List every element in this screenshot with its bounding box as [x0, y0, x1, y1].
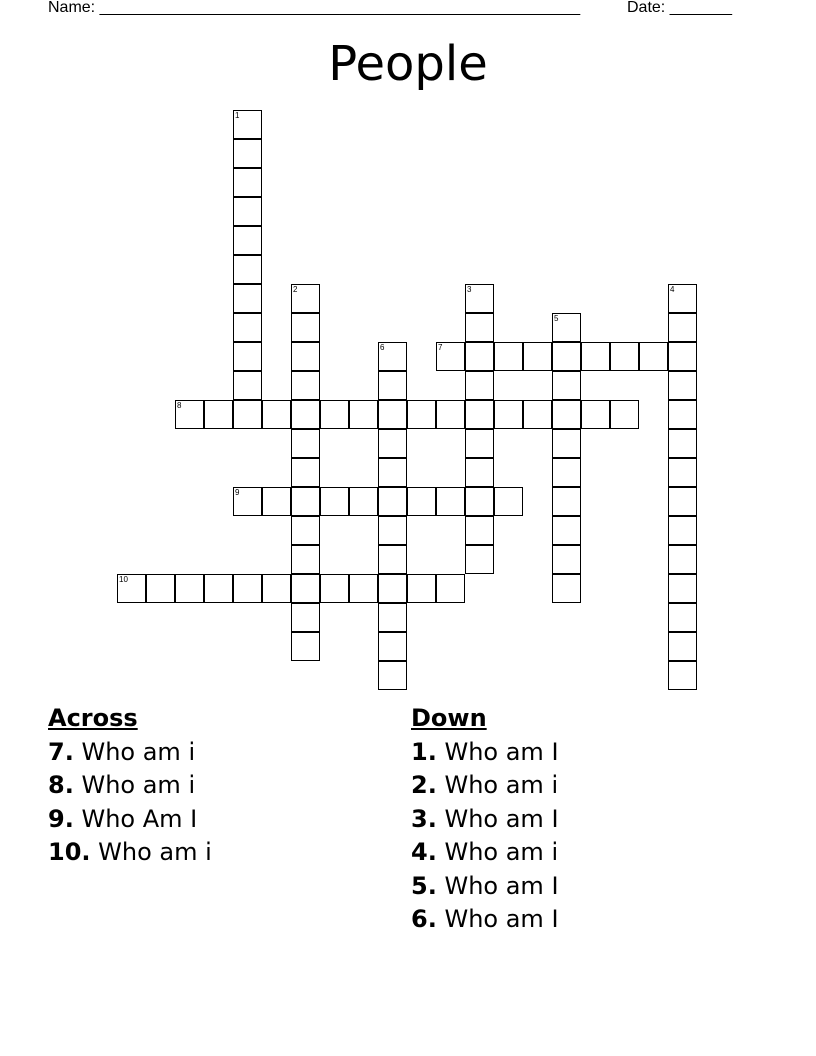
date-field[interactable]: Date: _______: [627, 0, 732, 16]
grid-cell[interactable]: [668, 458, 697, 487]
grid-cell[interactable]: [320, 574, 349, 603]
grid-cell[interactable]: [291, 342, 320, 371]
grid-cell[interactable]: [465, 487, 494, 516]
grid-cell[interactable]: [436, 342, 465, 371]
grid-cell[interactable]: [291, 371, 320, 400]
grid-cell[interactable]: [378, 342, 407, 371]
grid-cell[interactable]: [233, 284, 262, 313]
grid-cell[interactable]: [668, 429, 697, 458]
grid-cell[interactable]: [378, 545, 407, 574]
grid-cell[interactable]: [668, 603, 697, 632]
cell-number: 3: [467, 285, 472, 294]
grid-cell[interactable]: [610, 342, 639, 371]
grid-cell[interactable]: [233, 371, 262, 400]
grid-cell[interactable]: [668, 632, 697, 661]
clue-number: 8.: [48, 771, 74, 799]
grid-cell[interactable]: [494, 400, 523, 429]
cell-number: 4: [670, 285, 675, 294]
grid-cell[interactable]: [262, 574, 291, 603]
clue-item: [411, 736, 771, 770]
grid-cell[interactable]: [465, 429, 494, 458]
clue-number: 6.: [411, 905, 437, 933]
clue-item: [411, 903, 771, 937]
grid-cell[interactable]: [523, 342, 552, 371]
grid-cell[interactable]: [552, 400, 581, 429]
cell-number: 8: [177, 401, 182, 410]
clue-text: Who am i: [81, 737, 196, 766]
grid-cell[interactable]: [668, 284, 697, 313]
grid-cell[interactable]: [117, 574, 146, 603]
clue-number: 5.: [411, 871, 437, 900]
grid-cell[interactable]: [262, 400, 291, 429]
grid-cell[interactable]: [378, 574, 407, 603]
grid-cell[interactable]: [436, 400, 465, 429]
grid-cell[interactable]: [233, 342, 262, 371]
clue-number: 10.: [48, 838, 91, 866]
clue-number: 3.: [411, 804, 437, 833]
grid-cell[interactable]: [378, 516, 407, 545]
grid-cell[interactable]: [436, 574, 465, 603]
grid-cell[interactable]: [465, 313, 494, 342]
grid-cell[interactable]: [291, 487, 320, 516]
grid-cell[interactable]: [233, 226, 262, 255]
grid-cell[interactable]: [668, 313, 697, 342]
clue-item: [411, 836, 771, 870]
down-heading: Down: [411, 704, 487, 732]
grid-cell[interactable]: [291, 632, 320, 661]
clue-item: [48, 803, 378, 837]
cell-number: 10: [119, 575, 128, 584]
grid-cell[interactable]: [494, 487, 523, 516]
grid-cell[interactable]: [378, 487, 407, 516]
grid-cell[interactable]: [233, 168, 262, 197]
clue-text: Who am i: [81, 771, 196, 799]
grid-cell[interactable]: [146, 574, 175, 603]
grid-cell[interactable]: [668, 400, 697, 429]
grid-cell[interactable]: [320, 400, 349, 429]
grid-cell[interactable]: [378, 632, 407, 661]
across-clues: [48, 702, 378, 870]
grid-cell[interactable]: [291, 516, 320, 545]
clue-number: 1.: [411, 737, 437, 766]
grid-cell[interactable]: [465, 516, 494, 545]
grid-cell[interactable]: [523, 400, 552, 429]
grid-cell[interactable]: [552, 574, 581, 603]
grid-cell[interactable]: [233, 400, 262, 429]
grid-cell[interactable]: [552, 429, 581, 458]
grid-cell[interactable]: [668, 342, 697, 371]
grid-cell[interactable]: [378, 458, 407, 487]
grid-cell[interactable]: [349, 487, 378, 516]
down-clues: [411, 702, 771, 937]
grid-cell[interactable]: [378, 429, 407, 458]
grid-cell[interactable]: [494, 342, 523, 371]
grid-cell[interactable]: [465, 545, 494, 574]
grid-cell[interactable]: [465, 371, 494, 400]
clue-text: Who am I: [444, 871, 559, 900]
grid-cell[interactable]: [233, 574, 262, 603]
grid-cell[interactable]: [407, 400, 436, 429]
grid-cell[interactable]: [204, 574, 233, 603]
grid-cell[interactable]: [668, 487, 697, 516]
grid-cell[interactable]: [262, 487, 291, 516]
clue-text: Who Am I: [81, 804, 198, 833]
grid-cell[interactable]: [378, 400, 407, 429]
grid-cell[interactable]: [204, 400, 233, 429]
grid-cell[interactable]: [233, 313, 262, 342]
grid-cell[interactable]: [378, 661, 407, 690]
across-heading: Across: [48, 704, 138, 732]
grid-cell[interactable]: [668, 545, 697, 574]
clue-item: [411, 769, 771, 803]
grid-cell[interactable]: [436, 487, 465, 516]
grid-cell[interactable]: [552, 313, 581, 342]
clue-number: 7.: [48, 737, 74, 766]
grid-cell[interactable]: [407, 487, 436, 516]
grid-cell[interactable]: [610, 400, 639, 429]
grid-cell[interactable]: [465, 400, 494, 429]
grid-cell[interactable]: [465, 458, 494, 487]
grid-cell[interactable]: [552, 487, 581, 516]
grid-cell[interactable]: [291, 574, 320, 603]
grid-cell[interactable]: [668, 371, 697, 400]
cell-number: 6: [380, 343, 385, 352]
grid-cell[interactable]: [291, 429, 320, 458]
grid-cell[interactable]: [291, 458, 320, 487]
grid-cell[interactable]: [552, 371, 581, 400]
grid-cell[interactable]: [639, 342, 668, 371]
clue-text: Who am i: [444, 771, 559, 799]
grid-cell[interactable]: [552, 342, 581, 371]
name-field[interactable]: Name: ______________________________________________________: [48, 0, 581, 16]
cell-number: 9: [235, 488, 240, 497]
grid-cell[interactable]: [581, 342, 610, 371]
grid-cell[interactable]: [349, 574, 378, 603]
clue-text: Who am i: [98, 838, 212, 866]
clue-text: Who am I: [444, 905, 559, 933]
grid-cell[interactable]: [291, 313, 320, 342]
grid-cell[interactable]: [668, 574, 697, 603]
cell-number: 7: [438, 343, 443, 352]
grid-cell[interactable]: [233, 110, 262, 139]
grid-cell[interactable]: [233, 487, 262, 516]
grid-cell[interactable]: [291, 603, 320, 632]
cell-number: 5: [554, 314, 559, 323]
grid-cell[interactable]: [668, 516, 697, 545]
cell-number: 1: [235, 111, 240, 120]
grid-cell[interactable]: [291, 545, 320, 574]
clue-number: 4.: [411, 838, 437, 866]
clue-item: [48, 736, 378, 770]
grid-cell[interactable]: [320, 487, 349, 516]
clue-text: Who am I: [444, 804, 559, 833]
clue-number: 9.: [48, 804, 74, 833]
grid-cell[interactable]: [465, 284, 494, 313]
clue-item: [48, 836, 378, 870]
grid-cell[interactable]: [407, 574, 436, 603]
clue-item: [411, 870, 771, 904]
grid-cell[interactable]: [378, 371, 407, 400]
grid-cell[interactable]: [552, 545, 581, 574]
grid-cell[interactable]: [552, 516, 581, 545]
grid-cell[interactable]: [581, 400, 610, 429]
clue-item: [48, 769, 378, 803]
grid-cell[interactable]: [378, 603, 407, 632]
grid-cell[interactable]: [175, 400, 204, 429]
grid-cell[interactable]: [552, 458, 581, 487]
grid-cell[interactable]: [349, 400, 378, 429]
grid-cell[interactable]: [668, 661, 697, 690]
grid-cell[interactable]: [291, 284, 320, 313]
grid-cell[interactable]: [233, 139, 262, 168]
grid-cell[interactable]: [291, 400, 320, 429]
grid-cell[interactable]: [175, 574, 204, 603]
grid-cell[interactable]: [233, 255, 262, 284]
clue-item: [411, 803, 771, 837]
clue-text: Who am I: [444, 737, 559, 766]
page-title: People: [328, 36, 488, 92]
cell-number: 2: [293, 285, 298, 294]
grid-cell[interactable]: [465, 342, 494, 371]
clue-number: 2.: [411, 771, 437, 799]
clue-text: Who am i: [444, 838, 559, 866]
grid-cell[interactable]: [233, 197, 262, 226]
